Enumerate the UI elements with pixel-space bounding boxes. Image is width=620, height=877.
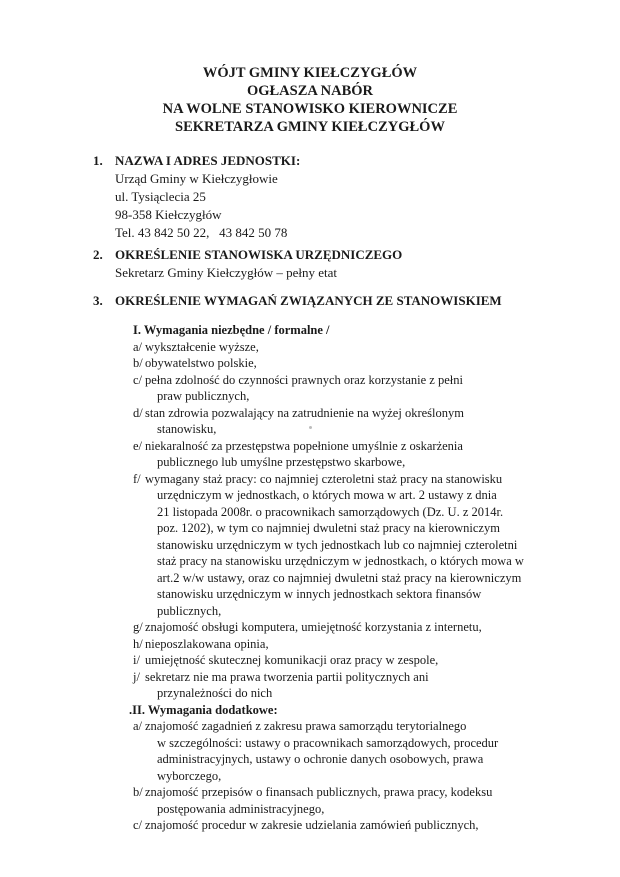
section-number: 1. [93,153,103,168]
requirements-additional-list [133,718,573,834]
item-text: art.2 w/w ustawy, oraz co najmniej dwuletni staż pracy na kierowniczym [157,570,522,585]
item-label: h/ [133,636,143,651]
item-label: f/ [133,471,141,486]
list-item [133,817,573,834]
section-2-title [93,246,402,264]
section-1-body [93,170,300,242]
item-text: przynależności do nich [157,686,273,700]
item-label: c/ [133,818,143,832]
item-text: sekretarz nie ma prawa tworzenia partii politycznych ani [145,669,429,684]
item-text: praw publicznych, [157,389,250,403]
list-item [133,471,573,620]
list-item [133,784,573,817]
section-1 [93,152,300,242]
address-line: ul. Tysiąclecia 25 [115,189,206,204]
item-text: w szczególności: ustawy o pracownikach samorządowych, procedur [157,735,499,750]
header-line-2: OGŁASZA NABÓR [246,83,374,99]
item-label: e/ [133,438,143,453]
item-label: i/ [133,653,140,667]
requirements-additional-title: .II. Wymagania dodatkowe: [129,702,278,717]
item-text: stanowisku urzędniczym w tych jednostkach lub co najmniej czteroletni [157,537,518,552]
list-item [133,652,573,669]
list-item [133,339,573,356]
requirements-mandatory-title: I. Wymagania niezbędne / formalne / [133,323,330,337]
header-line-4: SEKRETARZA GMINY KIEŁCZYGŁÓW [175,119,445,135]
section-2 [93,246,402,282]
item-text: 21 listopada 2008r. o pracownikach samorządowych (Dz. U. z 2014r. [157,504,504,519]
list-item [133,405,573,438]
section-heading: OKREŚLENIE WYMAGAŃ ZWIĄZANYCH ZE STANOWISKIEM [115,293,502,308]
phone-line: Tel. 43 842 50 22, 43 842 50 78 [115,225,288,240]
list-item [133,669,573,702]
item-label: a/ [133,719,143,733]
address-line: 98-358 Kiełczygłów [115,207,222,222]
section-3 [93,292,502,310]
address-line: Urząd Gminy w Kiełczygłowie [115,171,278,186]
item-text: pełna zdolność do czynności prawnych oraz korzystanie z pełni [145,372,463,387]
item-text: nieposzlakowana opinia, [145,636,269,651]
item-text: wykształcenie wyższe, [145,339,259,354]
header-line-1: WÓJT GMINY KIEŁCZYGŁÓW [202,65,418,81]
item-text: znajomość obsługi komputera, umiejętność korzystania z internetu, [145,620,482,634]
item-label: a/ [133,339,143,354]
item-text: stanowisku, [157,422,217,436]
item-label: j/ [133,669,140,684]
item-text: poz. 1202), w tym co najmniej dwuletni staż pracy na kierowniczym [157,521,500,535]
item-text: administracyjnych, ustawy o ochronie danych osobowych, prawa [157,752,484,766]
list-item [133,355,573,372]
item-text: wymagany staż pracy: co najmniej czteroletni staż pracy na stanowisku [145,471,503,486]
item-text: urzędniczym w jednostkach, o których mowa w art. 2 ustawy z dnia [157,488,497,502]
item-text: stanowisku urzędniczym w innych jednostkach sektora finansów [157,587,482,601]
item-text: znajomość przepisów o finansach publicznych, prawa pracy, kodeksu [145,785,493,799]
item-text: publicznego lub umyślne przestępstwo skarbowe, [157,455,406,469]
item-text: staż pracy na stanowisku urzędniczym w jednostkach, o których mowa w [157,554,524,568]
section-number: 2. [93,247,103,262]
section-heading: OKREŚLENIE STANOWISKA URZĘDNICZEGO [115,247,403,262]
document-header [0,64,620,136]
item-label: g/ [133,620,143,634]
item-label: b/ [133,356,143,370]
item-text: obywatelstwo polskie, [145,356,257,370]
item-text: umiejętność skutecznej komunikacji oraz pracy w zespole, [145,653,439,667]
item-label: d/ [133,405,143,420]
list-item [133,718,573,784]
list-item [133,372,573,405]
requirements-mandatory-list [133,339,573,702]
item-label: b/ [133,785,143,799]
header-line-3: NA WOLNE STANOWISKO KIEROWNICZE [162,101,458,117]
requirements [129,322,573,834]
section-number: 3. [93,293,103,308]
item-text: wyborczego, [157,768,222,783]
item-text: postępowania administracyjnego, [157,801,325,816]
item-text: niekaralność za przestępstwa popełnione umyślnie z oskarżenia [145,438,463,453]
scan-speck [309,426,312,429]
item-text: publicznych, [157,603,222,618]
list-item [133,636,573,653]
section-heading: NAZWA I ADRES JEDNOSTKI: [115,153,301,168]
section-2-body [93,264,402,282]
item-text: stan zdrowia pozwalający na zatrudnienie na wyżej określonym [145,405,464,420]
section-3-title [93,292,502,310]
position-line: Sekretarz Gminy Kiełczygłów – pełny etat [115,265,338,280]
item-text: znajomość zagadnień z zakresu prawa samorządu terytorialnego [145,719,467,733]
list-item [133,619,573,636]
list-item [133,438,573,471]
section-1-title [93,152,300,170]
item-text: znajomość procedur w zakresie udzielania zamówień publicznych, [145,818,479,832]
item-label: c/ [133,372,143,387]
